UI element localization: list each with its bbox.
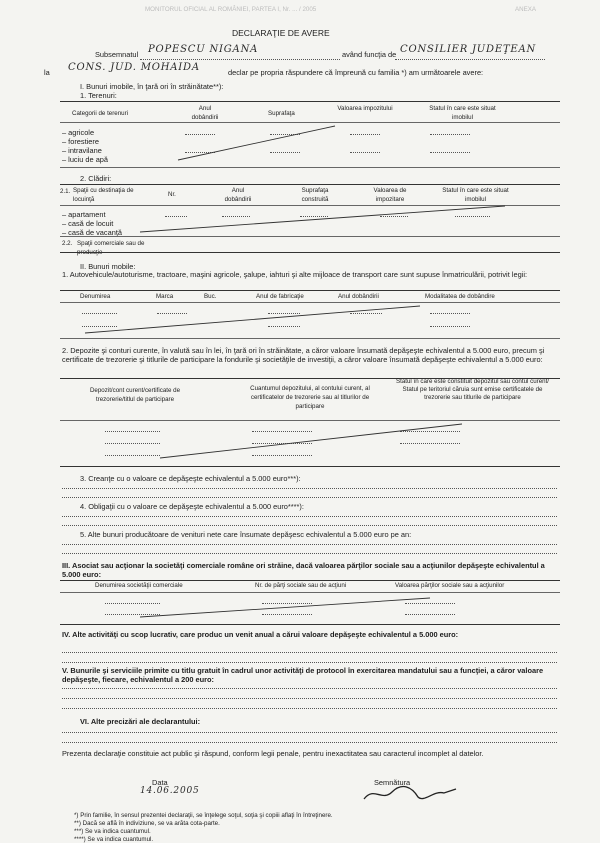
section2-title: II. Bunuri mobile: [80,262,136,271]
row-luciu: – luciu de apă [62,155,109,164]
th-depozit: Depozit/cont curent/certificate de trezorerie/titlul de participare [89,387,181,403]
th-spatii-locuinta: Spaţii cu destinaţia de locuinţă [73,187,134,203]
section2-p4: 4. Obligaţii cu o valoare ce depăşeşte echivalentul a 5.000 euro****): [80,502,304,511]
document-title: DECLARAŢIE DE AVERE [232,28,330,38]
monitor-header: MONITORUL OFICIAL AL ROMÂNIEI, PARTEA I, Nr. ... / 2005 [145,6,317,13]
th-statul-depozit: Statul în care este constituit depozitul sau contul curent/ Statul pe teritoriul căruia sunt emise certificatele de trezorerie sau titlurile de participare [395,378,550,401]
th-statul-cladiri: Statul în care este situat imobilul [442,187,509,203]
th-valoarea-impozitare: Valoarea de impozitare [373,187,407,203]
th-valoarea: Valoarea impozitului [337,105,393,112]
strike-depozite [160,424,462,458]
th-modalitatea: Modalitatea de dobândire [425,293,495,300]
footnote-4: ****) Se va indica cuantumul. [74,836,154,843]
th-suprafata: Suprafaţa [268,110,295,117]
th-nr-parti: Nr. de părţi sociale sau de acţiuni [255,582,347,589]
row-intravilane: – intravilane [62,146,102,155]
section4-title: IV. Alte activităţi cu scop lucrativ, care produc un venit anual a cărui valoare depăşeşte echivalentul a 5.000 euro: [62,630,459,639]
footnote-1: *) Prin familie, în sensul prezentei declaraţii, se înţelege soţul, soţia şi copiii aflaţi în întreţinere. [74,812,333,819]
section2-p2: 2. Depozite şi conturi curente, în valută sau în lei, în ţară ori în străinătate, a căror valoare însumată depăşeşte echivalentul a 5.000 euro, precum şi certificate de trezorerie şi titlurile de participare la fondurile şi societăţile de investiţii, a căror valoare însumată depăşeşte echivalentul a 5.000 euro: [62,346,545,364]
th-anul-fabricatie: Anul de fabricaţie [256,293,304,300]
strike-terenuri [178,126,335,160]
annex-label: ANEXA [515,6,536,13]
th-denumirea: Denumirea [80,293,111,300]
strike-societati [140,598,430,617]
n22-label: 2.2. [62,240,73,247]
section5-title: V. Bunurile şi serviciile primite cu titlu gratuit în cadrul unor activităţi de protocol în exercitarea mandatului sau a funcţiei, a căror valoare depăşeşte, fiecare, echivalentul a 200 euro: [62,666,544,684]
declarant-name: POPESCU NIGANA [148,44,259,55]
row-apartament: – apartament [62,210,106,219]
row-casa-locuit: – casă de locuit [62,219,114,228]
th-buc: Buc. [204,293,217,300]
section6-title: VI. Alte precizări ale declarantului: [80,717,201,726]
th-denumirea-societatii: Denumirea societăţii comerciale [95,582,183,589]
semnatura-label: Semnătura [374,778,411,787]
row-forestiere: – forestiere [62,137,99,146]
row-casa-vacanta: – casă de vacanţă [62,228,122,237]
spatii-comerciale: Spaţii comerciale sau de producţie [77,240,145,256]
th-anul: Anul dobândirii [191,105,219,121]
data-label: Data [152,778,168,787]
n21-label: 2.1. [60,188,71,195]
th-nr: Nr. [168,191,176,198]
footnote-2: **) Dacă se află în indiviziune, se va arăta cota-parte. [74,820,220,827]
section1-title: I. Bunuri imobile, în ţară ori în străinătate**): [80,82,224,91]
section2-p5: 5. Alte bunuri producătoare de venituri nete care însumate depăşesc echivalentul a 5.000 euro pe an: [80,530,412,539]
closing-statement: Prezenta declaraţie constituie act public şi răspund, conform legii penale, pentru inexactitatea sau caracterul incomplet al datelor. [62,749,484,758]
terenuri-label: 1. Terenuri: [80,91,117,100]
th-valoarea-partilor: Valoarea părţilor sociale sau a acţiunilor [395,582,505,589]
th-anul-dobandirii: Anul dobândirii [338,293,379,300]
footnote-3: ***) Se va indica cuantumul. [74,828,151,835]
th-categorii: Categorii de terenuri [72,110,129,117]
declarant-function: CONSILIER JUDEŢEAN [400,44,537,55]
strike-vehicule [85,306,420,333]
th-cuantumul: Cuantumul depozitului, al contului curent, al certificatelor de trezorerie sau al titlurilor de participare [250,385,370,410]
signature-date: 14.06.2005 [140,786,200,796]
institution-name: CONS. JUD. MOHAIDA [68,62,200,73]
th-suprafata-construita: Suprafaţa construită [301,187,329,203]
section3-title: III. Asociat sau acţionar la societăţi comerciale române ori străine, dacă valoarea părţilor sociale sau a acţiunilor depăşeşte echivalentul a 5.000 euro: [62,561,545,579]
avand-functia-label: având funcţia de [342,50,397,59]
la-label: la [44,68,50,77]
row-agricole: – agricole [62,128,95,137]
declaration-statement: declar pe propria răspundere că împreună cu familia *) am următoarele avere: [228,68,484,77]
strike-cladiri [140,206,505,232]
th-marca: Marca [156,293,174,300]
cladiri-label: 2. Clădiri: [80,174,112,183]
th-anul-cladiri: Anul dobândirii [224,187,252,203]
subsemnatul-label: Subsemnatul [95,50,139,59]
section2-p3: 3. Creanţe cu o valoare ce depăşeşte echivalentul a 5.000 euro***): [80,474,301,483]
section2-p1: 1. Autovehicule/autoturisme, tractoare, maşini agricole, şalupe, iahturi şi alte mijloace de transport care sunt supuse înmatriculării, potrivit legii: [62,270,528,279]
th-statul: Statul în care este situat imobilul [429,105,496,121]
